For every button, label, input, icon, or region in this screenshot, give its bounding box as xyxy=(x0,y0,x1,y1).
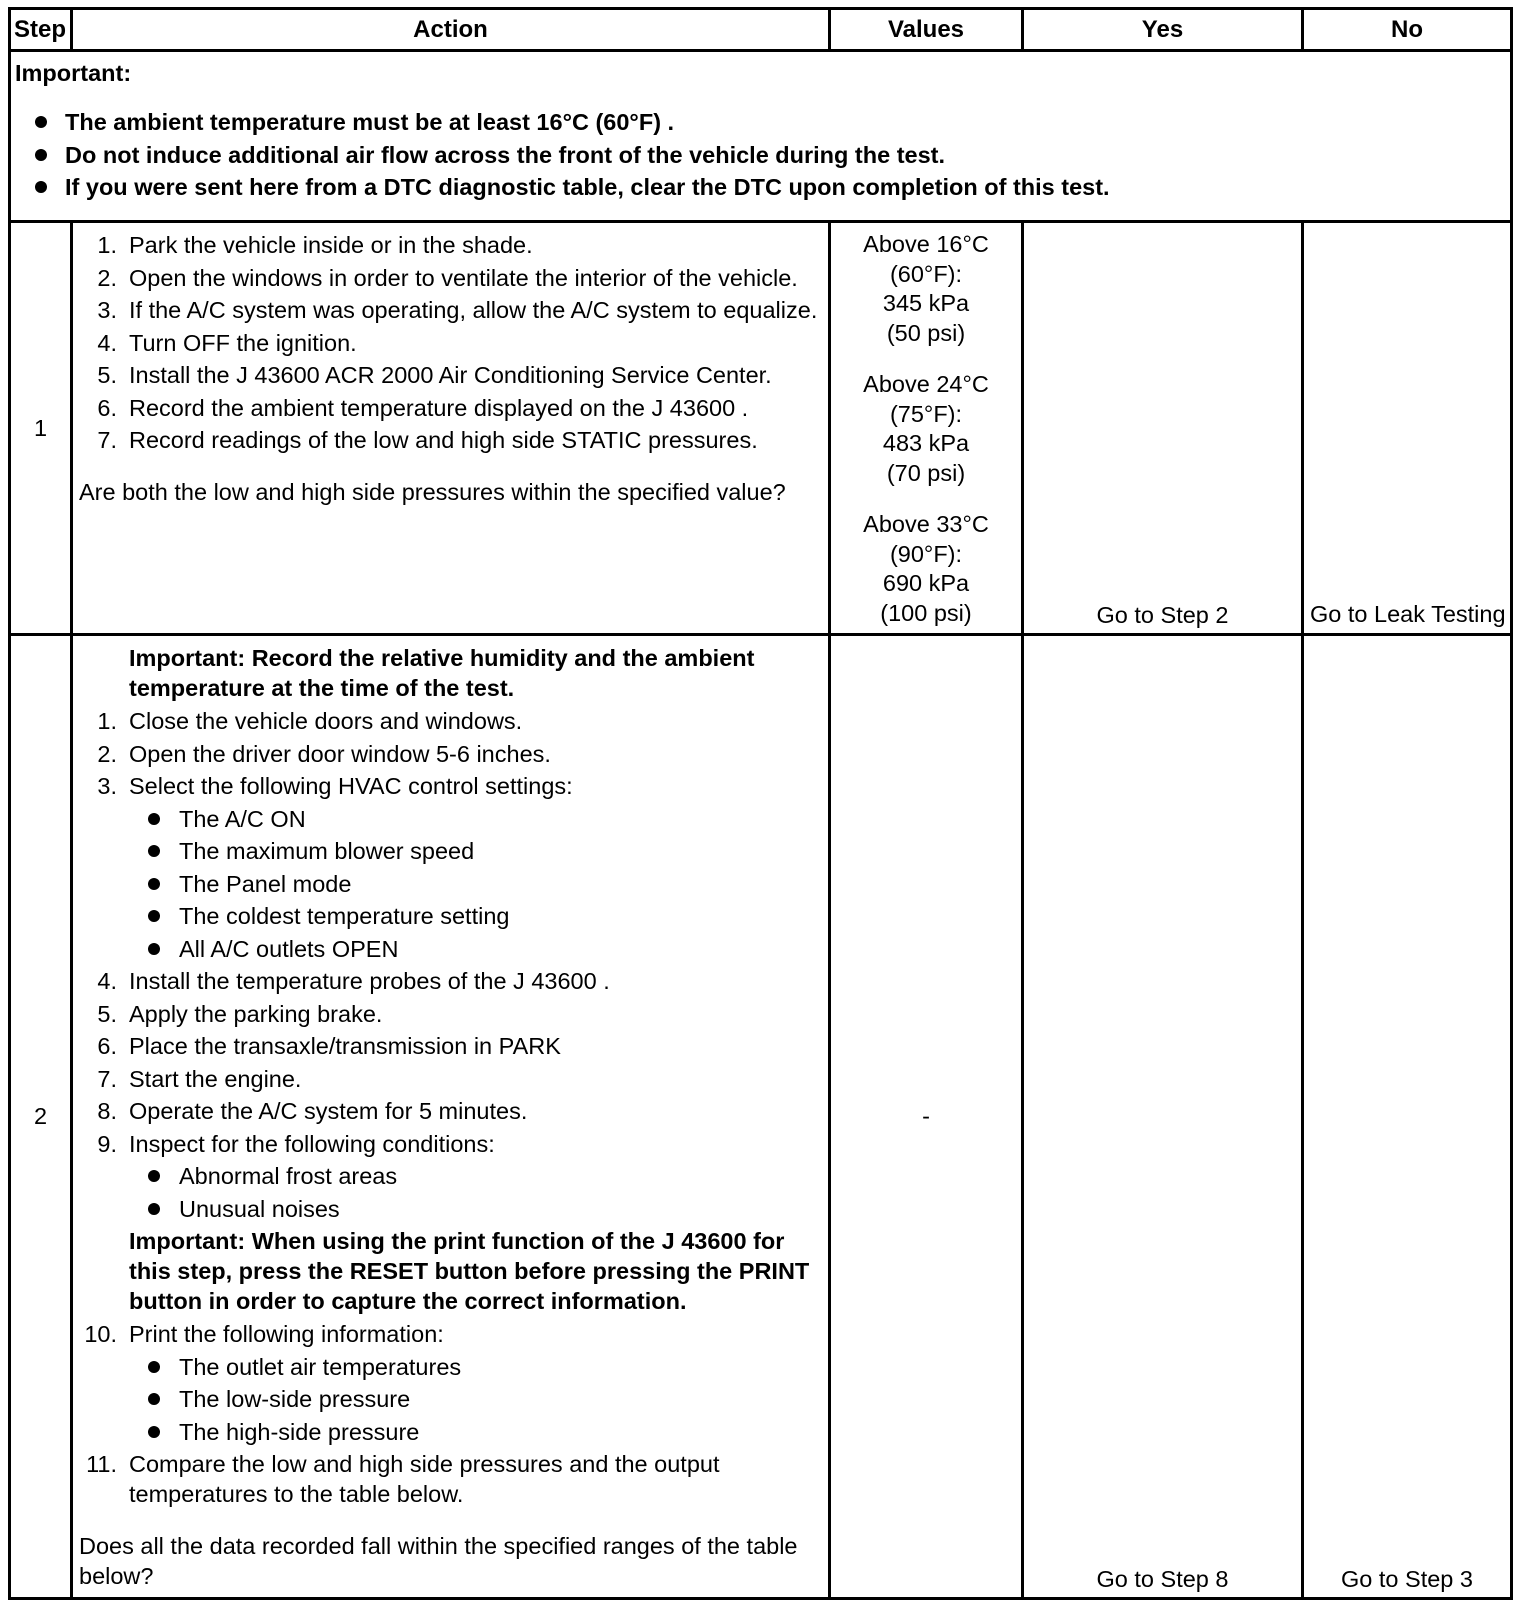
list-item xyxy=(79,1031,822,1061)
important-cell xyxy=(10,51,1512,222)
item-text: The maximum blower speed xyxy=(179,838,475,864)
item-number: 2. xyxy=(97,264,117,291)
item-number: 4. xyxy=(97,968,117,994)
important-item-text: Do not induce additional air flow across the front of the vehicle during the test. xyxy=(65,141,946,168)
conditions-list xyxy=(129,1161,822,1224)
item-number: 11. xyxy=(86,1451,117,1477)
list-item xyxy=(79,1129,822,1224)
item-number: 10. xyxy=(84,1321,117,1347)
bullet-icon xyxy=(148,813,160,825)
step-1-action-list xyxy=(79,230,822,455)
bullet-icon xyxy=(35,181,47,193)
item-text: Open the windows in order to ventilate the interior of the vehicle. xyxy=(129,264,798,291)
list-item xyxy=(129,934,822,964)
item-number: 5. xyxy=(97,362,117,388)
bullet-icon xyxy=(148,1203,160,1215)
item-text: Operate the A/C system for 5 minutes. xyxy=(129,1098,528,1124)
bullet-icon xyxy=(148,845,160,857)
step-2-action-list-b xyxy=(79,966,822,1224)
bullet-icon xyxy=(148,878,160,890)
value-line: Above 24°C xyxy=(863,371,989,397)
item-text: Park the vehicle inside or in the shade. xyxy=(129,232,533,258)
list-item xyxy=(129,1417,822,1447)
item-text: The outlet air temperatures xyxy=(179,1353,462,1380)
step-2-important-print-note: Important: When using the print function of the J 43600 for this step, press the RESET button before pressing the PRINT button in order to capture the correct information. xyxy=(129,1228,810,1314)
list-item xyxy=(129,1194,822,1224)
value-line: (75°F): xyxy=(889,400,963,427)
item-number: 4. xyxy=(97,329,117,356)
list-item xyxy=(79,1096,822,1126)
bullet-icon xyxy=(148,1393,160,1405)
list-item xyxy=(79,739,822,769)
bullet-icon xyxy=(35,149,47,161)
step-2-yes: Go to Step 8 xyxy=(1023,635,1303,1599)
step-2-row xyxy=(10,635,1512,1599)
step-1-values xyxy=(830,222,1023,635)
header-values: Values xyxy=(830,9,1023,51)
value-line: (60°F): xyxy=(889,260,963,287)
step-2-number: 2 xyxy=(10,635,72,1599)
value-line: 690 kPa xyxy=(882,570,970,596)
list-item xyxy=(79,706,822,736)
value-line: Above 16°C xyxy=(863,231,989,257)
list-item xyxy=(79,1064,822,1094)
list-item xyxy=(79,1319,822,1447)
list-item xyxy=(79,328,822,358)
item-number: 3. xyxy=(97,297,117,323)
header-step: Step xyxy=(10,9,72,51)
diagnostic-table xyxy=(8,7,1513,1600)
list-item xyxy=(129,1352,822,1382)
list-item xyxy=(79,966,822,996)
item-number: 3. xyxy=(97,773,117,799)
step-2-action-list-a xyxy=(79,706,822,964)
list-item xyxy=(79,393,822,423)
list-item xyxy=(79,230,822,260)
important-item xyxy=(15,139,1506,172)
item-number: 1. xyxy=(97,708,117,734)
step-1-row xyxy=(10,222,1512,635)
item-number: 6. xyxy=(97,394,117,421)
header-no: No xyxy=(1303,9,1512,51)
item-text: If the A/C system was operating, allow the A/C system to equalize. xyxy=(129,297,818,323)
item-text: The low-side pressure xyxy=(179,1386,411,1412)
item-number: 1. xyxy=(97,232,117,258)
list-item xyxy=(129,1161,822,1191)
item-text: All A/C outlets OPEN xyxy=(179,935,399,962)
important-item xyxy=(15,106,1506,139)
value-line: 345 kPa xyxy=(882,290,970,316)
item-text: Record the ambient temperature displayed on the J 43600 . xyxy=(129,394,749,421)
item-number: 8. xyxy=(97,1098,117,1124)
item-text: Install the J 43600 ACR 2000 Air Conditioning Service Center. xyxy=(129,362,772,388)
list-item xyxy=(79,771,822,964)
important-list xyxy=(15,106,1506,204)
item-text: Inspect for the following conditions: xyxy=(129,1130,495,1157)
list-item xyxy=(79,263,822,293)
list-item xyxy=(79,360,822,390)
value-line: (50 psi) xyxy=(886,319,966,346)
print-items-list xyxy=(129,1352,822,1447)
bullet-icon xyxy=(148,1170,160,1182)
item-text: The A/C ON xyxy=(179,805,306,832)
value-block xyxy=(831,230,1021,348)
item-text: Open the driver door window 5-6 inches. xyxy=(129,740,551,767)
item-text: Compare the low and high side pressures and the output temperatures to the table below. xyxy=(129,1451,720,1507)
important-item-text: If you were sent here from a DTC diagnostic table, clear the DTC upon completion of this test. xyxy=(65,174,1110,200)
bullet-icon xyxy=(148,1361,160,1373)
item-text: Unusual noises xyxy=(179,1195,340,1222)
item-text: Start the engine. xyxy=(129,1065,302,1092)
step-2-action-list-c xyxy=(79,1319,822,1509)
item-text: The Panel mode xyxy=(179,870,352,897)
important-item xyxy=(15,171,1506,204)
important-item-text: The ambient temperature must be at least 16°C (60°F) . xyxy=(65,109,675,135)
list-item xyxy=(129,1384,822,1414)
important-row xyxy=(10,51,1512,222)
item-text: Abnormal frost areas xyxy=(179,1163,398,1189)
value-line: (70 psi) xyxy=(886,459,966,486)
step-1-number: 1 xyxy=(10,222,72,635)
important-title: Important: xyxy=(15,60,132,86)
step-2-question: Does all the data recorded fall within the specified ranges of the table below? xyxy=(79,1533,798,1589)
list-item xyxy=(79,425,822,455)
list-item xyxy=(129,869,822,899)
list-item xyxy=(129,901,822,931)
item-number: 9. xyxy=(97,1130,117,1157)
step-1-question: Are both the low and high side pressures within the specified value? xyxy=(79,479,786,505)
value-block xyxy=(831,370,1021,488)
list-item xyxy=(129,836,822,866)
value-line: (90°F): xyxy=(889,540,963,567)
bullet-icon xyxy=(148,1426,160,1438)
item-text: The coldest temperature setting xyxy=(179,903,510,929)
item-text: Turn OFF the ignition. xyxy=(129,329,357,356)
item-text: Apply the parking brake. xyxy=(129,1000,383,1027)
item-text: Place the transaxle/transmission in PARK xyxy=(129,1033,561,1059)
bullet-icon xyxy=(148,943,160,955)
bullet-icon xyxy=(148,910,160,922)
list-item xyxy=(79,1449,822,1509)
item-text: Record readings of the low and high side STATIC pressures. xyxy=(129,427,758,453)
value-block xyxy=(831,510,1021,628)
list-item xyxy=(79,999,822,1029)
item-number: 5. xyxy=(97,1000,117,1027)
item-number: 6. xyxy=(97,1033,117,1059)
item-number: 2. xyxy=(97,740,117,767)
item-text: Close the vehicle doors and windows. xyxy=(129,708,523,734)
hvac-settings-list xyxy=(129,804,822,964)
item-text: Select the following HVAC control settings: xyxy=(129,773,573,799)
item-text: Print the following information: xyxy=(129,1321,444,1347)
header-row xyxy=(10,9,1512,51)
item-number: 7. xyxy=(97,427,117,453)
value-line: Above 33°C xyxy=(863,511,989,537)
item-text: Install the temperature probes of the J 43600 . xyxy=(129,968,610,994)
list-item xyxy=(129,804,822,834)
value-line: 483 kPa xyxy=(882,430,970,456)
step-2-values: - xyxy=(830,635,1023,1599)
step-2-important-note: Important: Record the relative humidity and the ambient temperature at the time of the test. xyxy=(129,645,755,701)
step-2-action xyxy=(72,635,830,1599)
step-1-action xyxy=(72,222,830,635)
item-text: The high-side pressure xyxy=(179,1418,420,1445)
step-2-no: Go to Step 3 xyxy=(1303,635,1512,1599)
step-1-yes: Go to Step 2 xyxy=(1023,222,1303,635)
item-number: 7. xyxy=(97,1065,117,1092)
step-1-no: Go to Leak Testing xyxy=(1303,222,1512,635)
bullet-icon xyxy=(35,116,47,128)
value-line: (100 psi) xyxy=(880,599,972,626)
header-action: Action xyxy=(72,9,830,51)
list-item xyxy=(79,295,822,325)
header-yes: Yes xyxy=(1023,9,1303,51)
